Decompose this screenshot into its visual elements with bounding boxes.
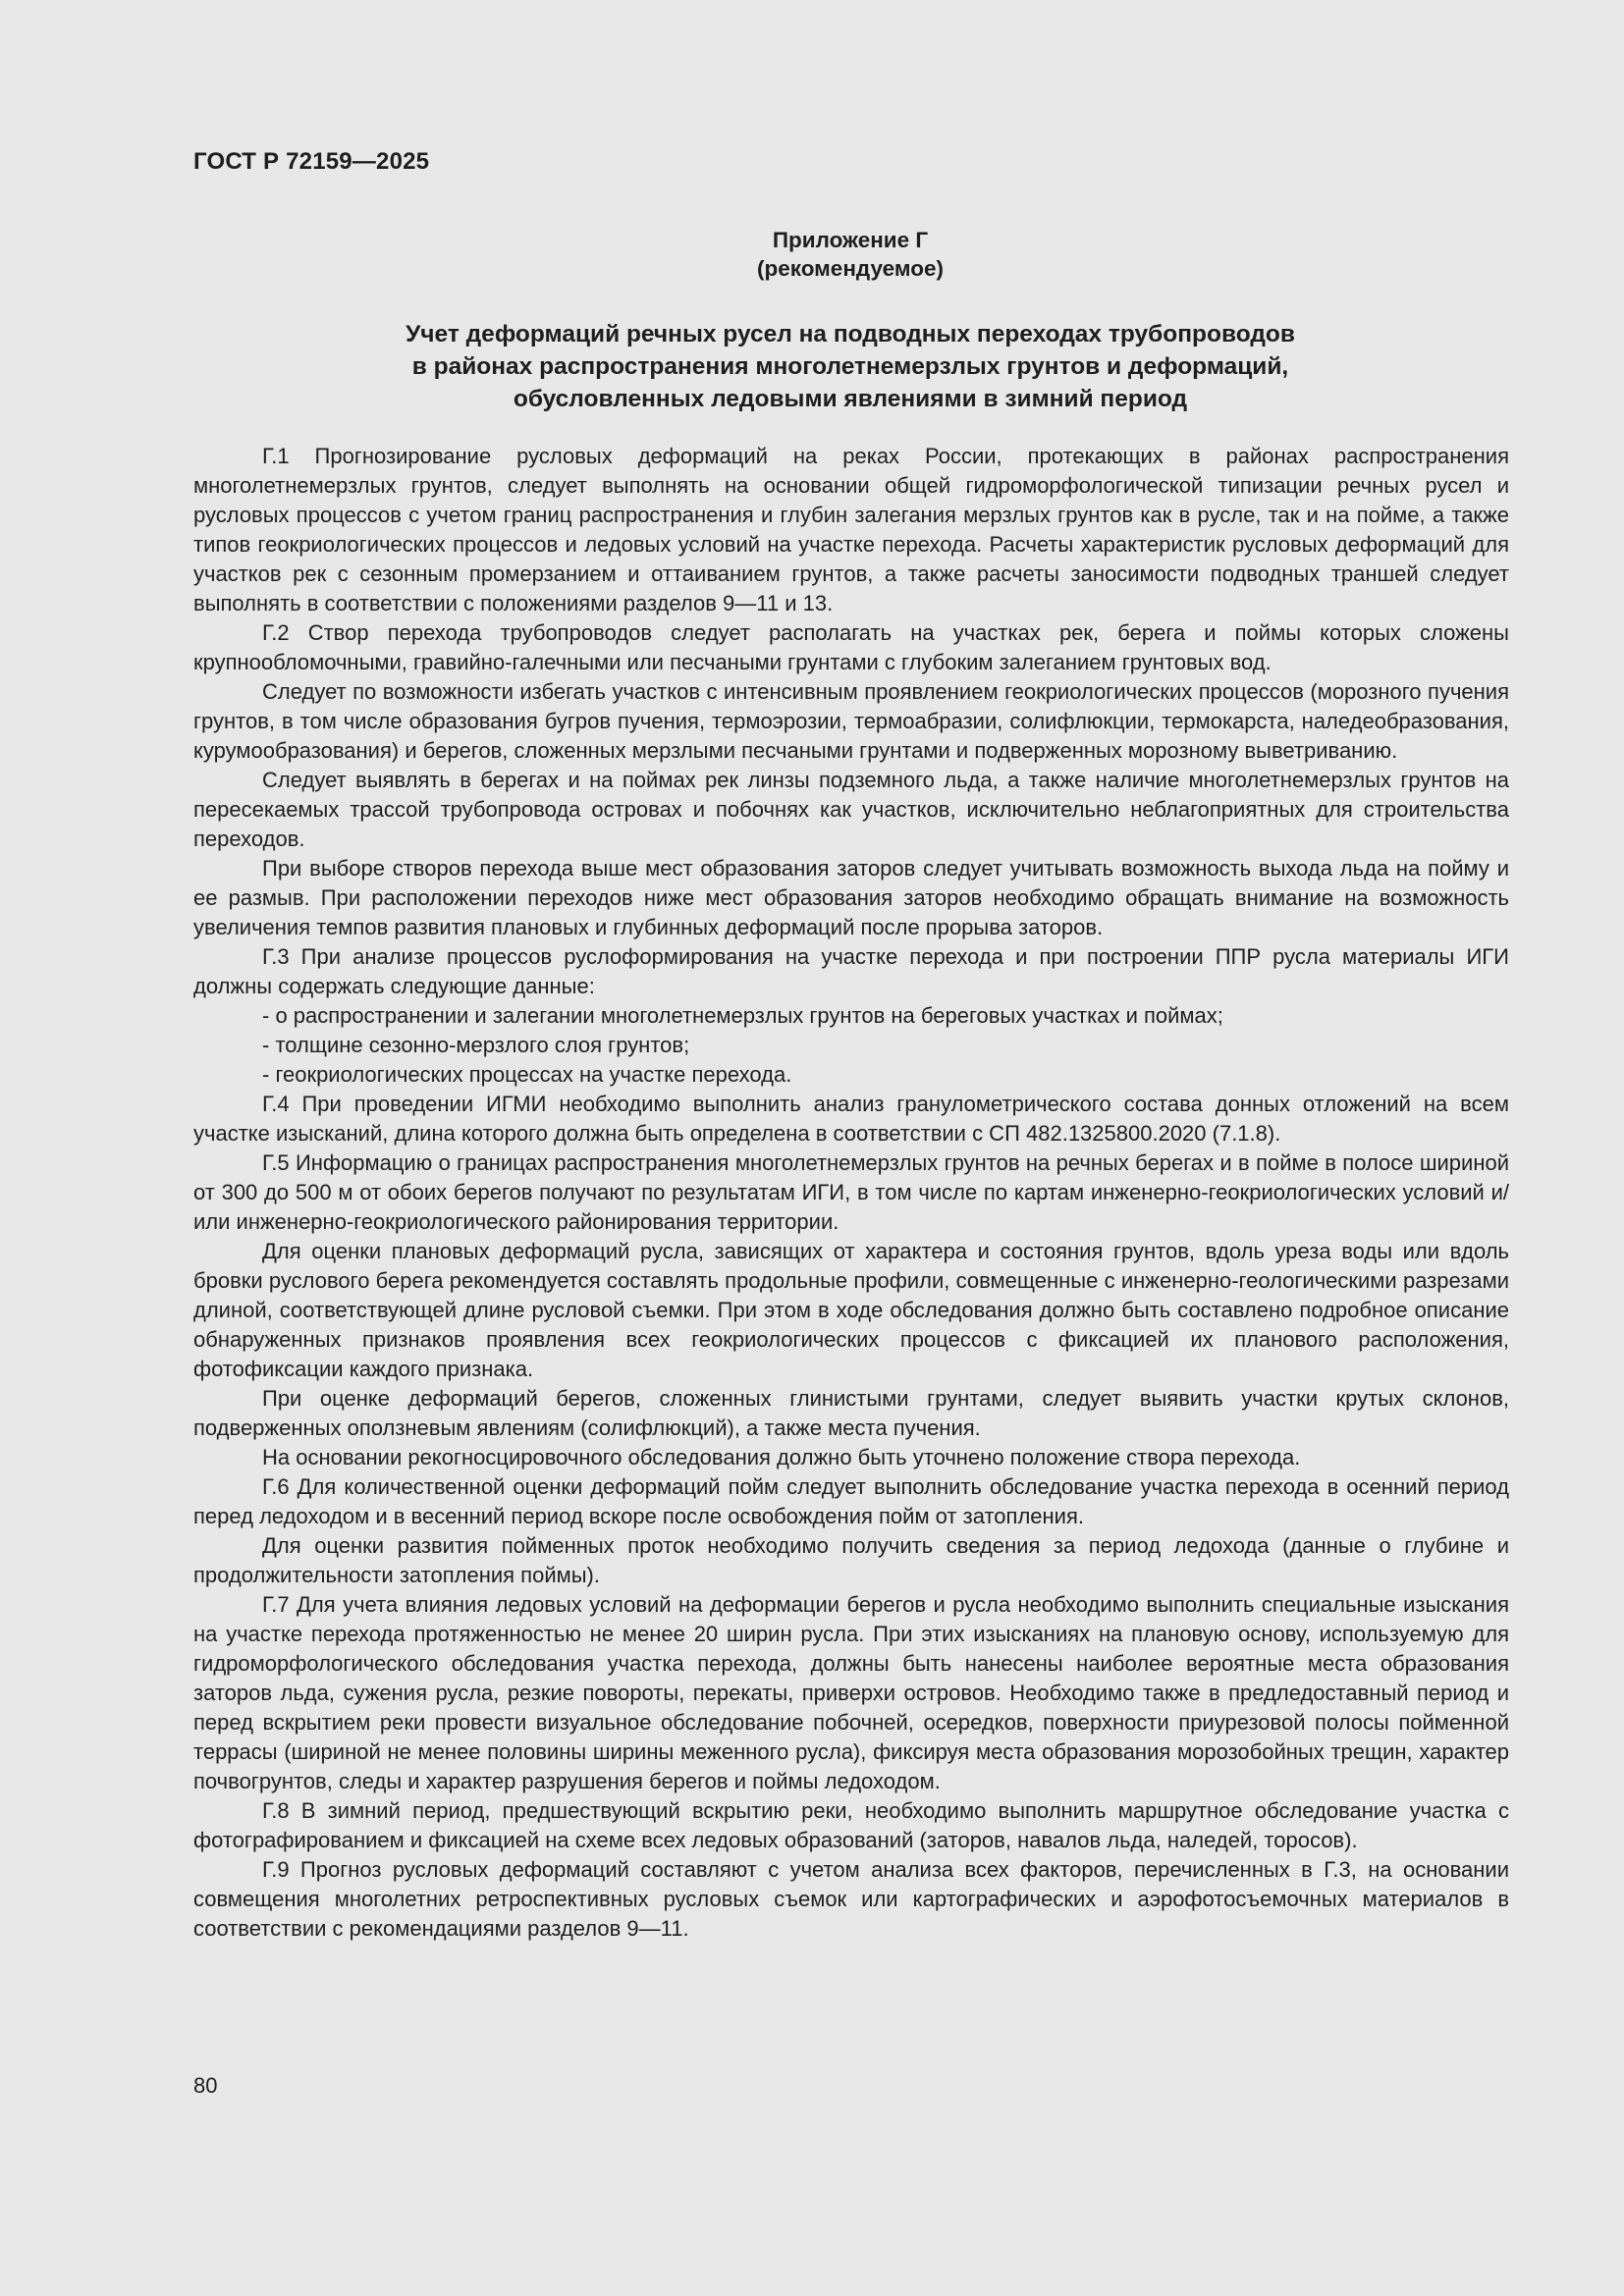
list-item: - геокриологических процессах на участке перехода. xyxy=(262,1062,792,1087)
paragraph: Следует выявлять в берегах и на поймах рек линзы подземного льда, а также наличие многолетнемерзлых грунтов на пересекаемых трассой трубопровода островах и побочнях как участков, исключительно неблагоприятных для строительства переходов. xyxy=(193,768,1509,851)
paragraph: Г.4 При проведении ИГМИ необходимо выполнить анализ гранулометрического состава донных отложений на всем участке изысканий, длина которого должна быть определена в соответствии с СП 482.1325800.2020 (7.1.8). xyxy=(193,1092,1509,1146)
list-item: - о распространении и залегании многолетнемерзлых грунтов на береговых участках и поймах; xyxy=(262,1003,1223,1028)
annex-label: Приложение Г xyxy=(772,228,929,252)
paragraph: При выборе створов перехода выше мест образования заторов следует учитывать возможность выхода льда на пойму и ее размыв. При расположении переходов ниже мест образования заторов необходимо обращать внимание на возможность увеличения темпов развития плановых и глубинных деформаций после прорыва заторов. xyxy=(193,856,1509,939)
annex-heading xyxy=(193,226,1507,283)
page-number: 80 xyxy=(193,2073,218,2098)
paragraph: Следует по возможности избегать участков с интенсивным проявлением геокриологических процессов (морозного пучения грунтов, в том числе образования бугров пучения, термоэрозии, термоабразии, солифлюкции, термокарста, наледеобразования, курумообразования) и берегов, сложенных мерзлыми песчаными грунтами и подверженных морозному выветриванию. xyxy=(193,679,1509,763)
annex-title-line: в районах распространения многолетнемерзлых грунтов и деформаций, xyxy=(411,353,1289,380)
list-item: - толщине сезонно-мерзлого слоя грунтов; xyxy=(262,1033,690,1057)
paragraph: Для оценки развития пойменных проток необходимо получить сведения за период ледохода (данные о глубине и продолжительности затопления поймы). xyxy=(193,1533,1509,1587)
annex-title-line: обусловленных ледовыми явлениями в зимний период xyxy=(513,386,1188,412)
paragraph: Г.9 Прогноз русловых деформаций составляют с учетом анализа всех факторов, перечисленных в Г.3, на основании совмещения многолетних ретроспективных русловых съемок или картографических и аэрофотосъемочных материалов в соответствии с рекомендациями разделов 9—11. xyxy=(193,1857,1509,1941)
annex-title-line: Учет деформаций речных русел на подводных переходах трубопроводов xyxy=(406,321,1295,347)
annex-status: (рекомендуемое) xyxy=(757,256,944,281)
document-header: ГОСТ Р 72159—2025 xyxy=(193,148,430,175)
paragraph: Г.5 Информацию о границах распространения многолетнемерзлых грунтов на речных берегах и в пойме в полосе шириной от 300 до 500 м от обоих берегов получают по результатам ИГИ, в том числе по картам инженерно-геокриологических условий и/или инженерно-геокриологического районирования территории. xyxy=(193,1150,1509,1234)
paragraph: На основании рекогносцировочного обследования должно быть уточнено положение створа перехода. xyxy=(262,1445,1301,1469)
paragraph: При оценке деформаций берегов, сложенных глинистыми грунтами, следует выявить участки крутых склонов, подверженных оползневым явлениям (солифлюкций), а также места пучения. xyxy=(193,1386,1509,1440)
paragraph: Г.8 В зимний период, предшествующий вскрытию реки, необходимо выполнить маршрутное обследование участка с фотографированием и фиксацией на схеме всех ледовых образований (заторов, навалов льда, наледей, торосов). xyxy=(193,1798,1509,1852)
paragraph: Г.3 При анализе процессов руслоформирования на участке перехода и при построении ППР русла материалы ИГИ должны содержать следующие данные: xyxy=(193,944,1509,998)
paragraph: Г.2 Створ перехода трубопроводов следует располагать на участках рек, берега и поймы которых сложены крупнообломочными, гравийно-галечными или песчаными грунтами с глубоким залеганием грунтовых вод. xyxy=(193,620,1509,674)
paragraph: Г.7 Для учета влияния ледовых условий на деформации берегов и русла необходимо выполнить специальные изыскания на участке перехода протяженностью не менее 20 ширин русла. При этих изысканиях на плановую основу, используемую для гидроморфологического обследования участка перехода, должны быть нанесены наиболее вероятные места образования заторов льда, сужения русла, резкие повороты, перекаты, приверхи островов. Необходимо также в предледоставный период и перед вскрытием реки провести визуальное обследование побочней, осередков, поверхности приурезовой полосы пойменной террасы (шириной не менее половины ширины меженного русла), фиксируя места образования морозобойных трещин, характер почвогрунтов, следы и характер разрушения берегов и поймы ледоходом. xyxy=(193,1592,1509,1793)
paragraph: Для оценки плановых деформаций русла, зависящих от характера и состояния грунтов, вдоль уреза воды или вдоль бровки руслового берега рекомендуется составлять продольные профили, совмещенные с инженерно-геологическими разрезами длиной, соответствующей длине русловой съемки. При этом в ходе обследования должно быть составлено подробное описание обнаруженных признаков проявления всех геокриологических процессов с фиксацией их планового расположения, фотофиксации каждого признака. xyxy=(193,1239,1509,1381)
paragraph: Г.6 Для количественной оценки деформаций пойм следует выполнить обследование участка перехода в осенний период перед ледоходом и в весенний период вскоре после освобождения пойм от затопления. xyxy=(193,1474,1509,1528)
annex-title xyxy=(193,318,1507,415)
paragraph: Г.1 Прогнозирование русловых деформаций на реках России, протекающих в районах распространения многолетнемерзлых грунтов, следует выполнять на основании общей гидроморфологической типизации речных русел и русловых процессов с учетом границ распространения и глубин залегания мерзлых грунтов как в русле, так и на пойме, а также типов геокриологических процессов и ледовых условий на участке перехода. Расчеты характеристик русловых деформаций для участков рек с сезонным промерзанием и оттаиванием грунтов, а также расчеты заносимости подводных траншей следует выполнять в соответствии с положениями разделов 9—11 и 13. xyxy=(193,444,1509,615)
body-text xyxy=(193,442,1509,1944)
